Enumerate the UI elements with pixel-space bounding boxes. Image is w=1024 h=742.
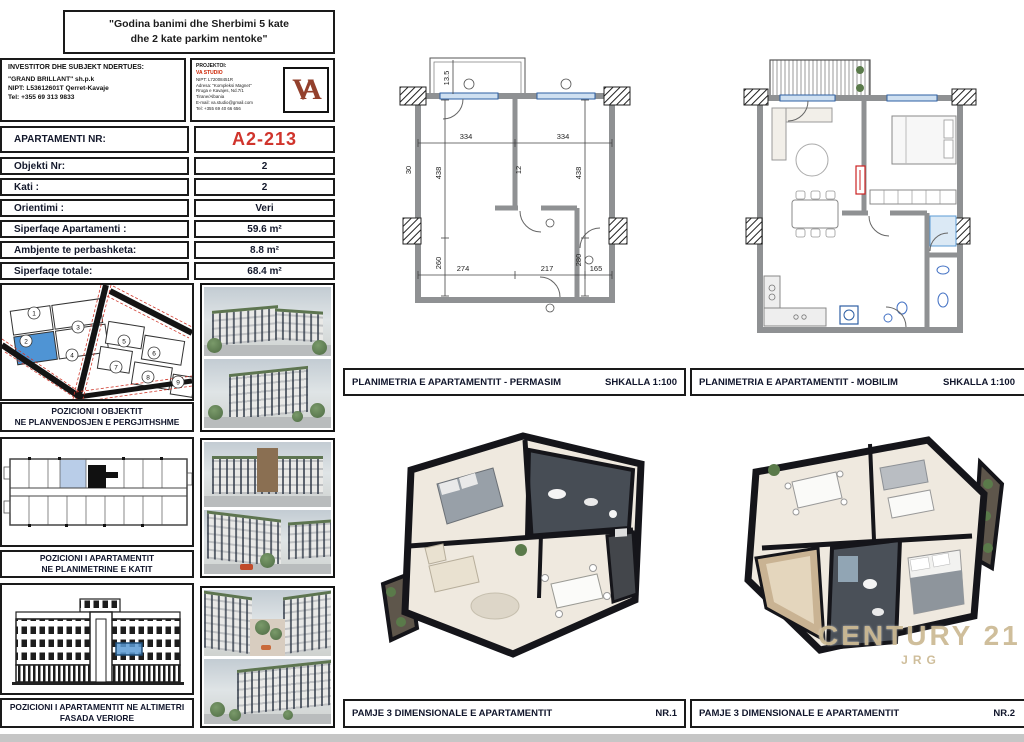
- column: [746, 218, 762, 244]
- designer-line: Tirane/Albania: [196, 94, 225, 100]
- column: [609, 218, 627, 244]
- investor-box: [0, 58, 186, 122]
- dim-partition: 12: [514, 165, 523, 175]
- column: [403, 218, 421, 244]
- bar-view3d-1: [343, 699, 686, 728]
- designer-line: E-mail: va.studio@gmail.com: [196, 99, 253, 105]
- elevation-drawing: [2, 585, 192, 693]
- column: [744, 89, 768, 105]
- bar-title: PAMJE 3 DIMENSIONALE E APARTAMENTIT: [352, 708, 553, 719]
- table-row-label: Ambjente te perbashketa:: [0, 241, 189, 259]
- bar-scale: SHKALLA 1:100: [605, 376, 677, 388]
- render-panel-3: [200, 586, 335, 728]
- century21-watermark: [818, 620, 1024, 667]
- caption-elevation-position: [0, 698, 194, 728]
- caption-site-position: [0, 402, 194, 432]
- bar-title: PAMJE 3 DIMENSIONALE E APARTAMENTIT: [699, 708, 900, 719]
- column: [400, 87, 426, 105]
- render-photo-corner: [204, 510, 331, 575]
- designer-line: Rruga e Kavajes, Nd.7/1: [196, 88, 244, 94]
- caption-line: POZICIONI I APARTAMENTIT: [39, 553, 155, 564]
- table-row-value: 68.4 m²: [194, 262, 335, 280]
- dim-left-depth: 438: [434, 166, 443, 180]
- washer: [840, 306, 858, 324]
- column: [604, 87, 630, 105]
- render-panel-2: [200, 438, 335, 578]
- window: [780, 95, 835, 101]
- dim-right-depth: 438: [574, 166, 583, 180]
- key-plan-box: [0, 437, 194, 547]
- render-photo-aerial: [204, 287, 331, 356]
- investor-nipt: NIPT: L53612601T Qerret-Kavaje: [8, 84, 109, 92]
- caption-line: NE PLANVENDOSJEN E PERGJITHSHME: [14, 417, 180, 427]
- designer-name: VA STUDIO: [196, 70, 223, 76]
- designer-heading: PROJEKTOI:: [196, 63, 227, 69]
- elevation-box: [0, 583, 194, 695]
- bar-plan-furnished: [690, 368, 1024, 396]
- parcel-number: 2: [24, 338, 28, 346]
- window: [440, 93, 498, 99]
- table-row-value: 2: [194, 157, 335, 175]
- plan-dimensioned: [345, 8, 685, 364]
- plan-furnished: [692, 8, 1022, 364]
- parcel-number: 9: [176, 379, 180, 387]
- designer-line: Adresa: "Kompleksi Magnet": [196, 82, 252, 88]
- plan-dimensioned-drawing: [345, 8, 685, 364]
- investor-tel: Tel: +355 69 313 9833: [8, 93, 75, 101]
- site-plan-drawing: [2, 285, 192, 399]
- table-row-label: Kati :: [0, 178, 189, 196]
- plan-furnished-drawing: [692, 8, 1022, 364]
- render-photo-street: [204, 359, 331, 428]
- table-row-label: APARTAMENTI NR:: [0, 126, 189, 153]
- parcel-number: 4: [70, 352, 74, 360]
- bar-title: PLANIMETRIA E APARTAMENTIT - PERMASIM: [352, 376, 561, 388]
- caption-line: FASADA VERIORE: [59, 713, 135, 723]
- table-row-value: 2: [194, 178, 335, 196]
- bar-scale: SHKALLA 1:100: [943, 376, 1015, 388]
- column: [952, 89, 976, 105]
- table-row-value: 8.8 m²: [194, 241, 335, 259]
- render-photo-perspective: [204, 659, 331, 725]
- kitchen-3d: [607, 532, 637, 602]
- bar-plan-dimensioned: [343, 368, 686, 396]
- view3d-1: [345, 398, 685, 696]
- dim-bottom-3: 165: [589, 264, 603, 273]
- table-row-label: Objekti Nr:: [0, 157, 189, 175]
- project-title-line1: "Godina banimi dhe Sherbimi 5 kate: [108, 17, 290, 30]
- table-row-label: Siperfaqe Apartamenti :: [0, 220, 189, 238]
- parcel-number: 5: [122, 338, 126, 346]
- dim-top-right: 334: [556, 132, 570, 141]
- designer-info: [196, 63, 280, 117]
- view3d-1-drawing: [345, 398, 685, 696]
- window: [537, 93, 595, 99]
- dim-right-lower: 280: [574, 253, 583, 267]
- table-row-label: Siperfaqe totale:: [0, 262, 189, 280]
- site-plan-box: [0, 283, 194, 401]
- parcel-number: 8: [146, 374, 150, 382]
- designer-box: [190, 58, 335, 122]
- designer-logo-icon: VA: [283, 67, 329, 113]
- designer-line: Tel: +355 69 40 66 656: [196, 105, 241, 111]
- caption-floor-position: [0, 550, 194, 578]
- parcel-number: 6: [152, 350, 156, 358]
- parcel-number: 1: [32, 310, 36, 318]
- rug-3d: [471, 593, 519, 619]
- table-row-value: Veri: [194, 199, 335, 217]
- dim-top-left: 334: [459, 132, 473, 141]
- bar-view3d-2: [690, 699, 1024, 728]
- render-panel-1: [200, 283, 335, 432]
- watermark-brand: CENTURY 21: [818, 620, 1021, 651]
- render-photo-front: [204, 442, 331, 507]
- watermark-sub: JRG: [901, 653, 941, 667]
- caption-line: POZICIONI I OBJEKTIT: [51, 406, 143, 417]
- dim-balcony: 13.5: [442, 70, 451, 86]
- key-plan-drawing: [2, 439, 192, 545]
- project-title-box: [63, 10, 335, 54]
- bar-title: PLANIMETRIA E APARTAMENTIT - MOBILIM: [699, 376, 898, 388]
- investor-company: "GRAND BRILLANT" sh.p.k: [8, 76, 95, 83]
- dim-left-lower: 260: [434, 256, 443, 270]
- table-row-label: Orientimi :: [0, 199, 189, 217]
- bar-number: NR.1: [655, 708, 677, 719]
- apartment-number-value: A2-213: [194, 126, 335, 153]
- table-row-value: 59.6 m²: [194, 220, 335, 238]
- page-edge-strip: [0, 734, 1024, 742]
- investor-heading: INVESTITOR DHE SUBJEKT NDERTUES:: [8, 64, 144, 71]
- highlighted-unit: [60, 460, 86, 488]
- bar-number: NR.2: [993, 708, 1015, 719]
- highlighted-window: [116, 643, 142, 655]
- caption-line: POZICIONI I APARTAMENTIT NE ALTIMETRI: [9, 702, 185, 713]
- dim-bottom-1: 274: [456, 264, 470, 273]
- parcel-number: 7: [114, 364, 118, 372]
- stair-core: [88, 465, 106, 488]
- dim-wall: 30: [404, 165, 413, 175]
- caption-line: NE PLANIMETRINE E KATIT: [41, 564, 153, 574]
- project-title-line2: dhe 2 kate parkim nentoke": [130, 33, 268, 45]
- parcel-number: 3: [76, 324, 80, 332]
- render-photo-courtyard: [204, 590, 331, 656]
- window: [887, 95, 937, 101]
- designer-line: NIPT: L72008451R: [196, 77, 234, 82]
- dim-bottom-2: 217: [540, 264, 554, 273]
